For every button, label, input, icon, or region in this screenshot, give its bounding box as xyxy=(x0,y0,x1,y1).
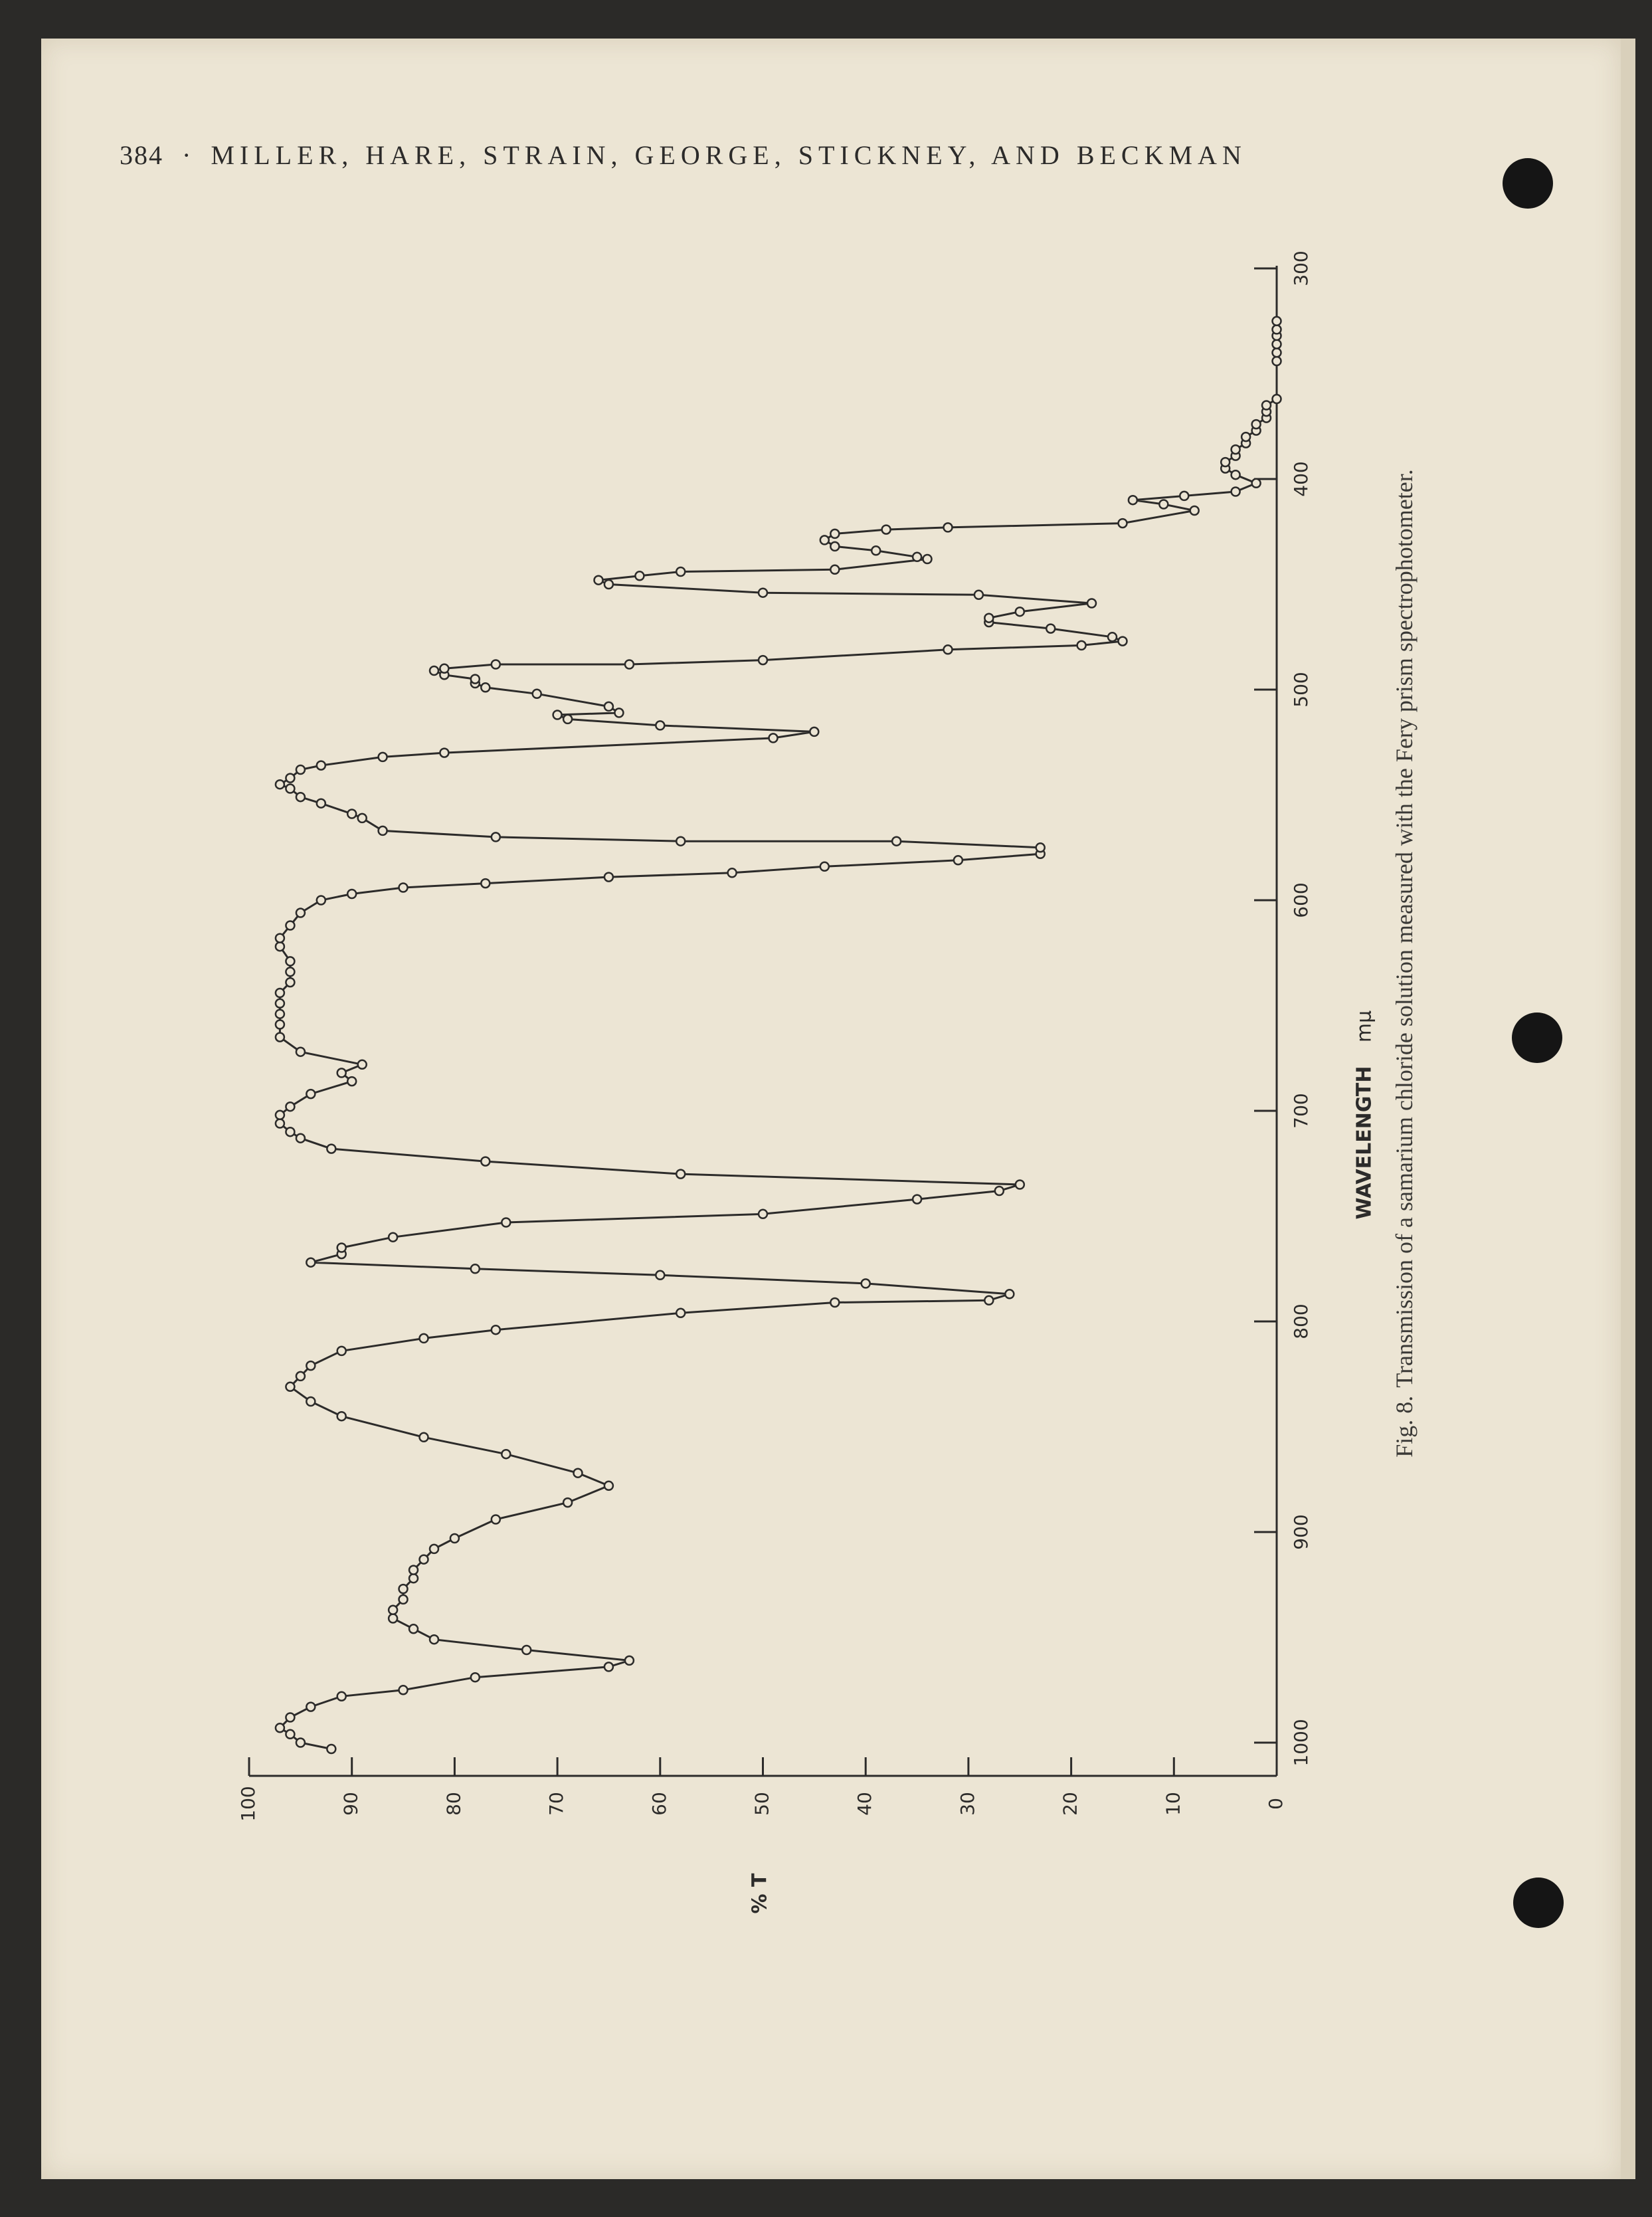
data-point-53 xyxy=(676,1170,685,1179)
data-point-9 xyxy=(604,1662,613,1671)
header-authors: MILLER, HARE, STRAIN, GEORGE, STICKNEY, AND BECKMAN xyxy=(211,140,1247,170)
data-point-163 xyxy=(1273,395,1281,403)
data-point-164 xyxy=(1273,357,1281,365)
data-point-141 xyxy=(830,530,839,538)
data-point-118 xyxy=(625,660,634,669)
data-point-162 xyxy=(1262,401,1271,410)
header-separator: · xyxy=(182,140,193,170)
data-point-43 xyxy=(471,1264,480,1273)
data-point-120 xyxy=(944,645,953,654)
data-point-71 xyxy=(286,978,294,987)
x-tick-label-600: 600 xyxy=(1290,882,1312,918)
data-point-68 xyxy=(276,1010,284,1018)
data-point-1 xyxy=(296,1739,305,1747)
data-point-153 xyxy=(1221,458,1230,466)
y-tick-label-80: 80 xyxy=(442,1792,465,1816)
data-point-97 xyxy=(276,780,284,789)
data-point-46 xyxy=(337,1244,346,1252)
data-point-157 xyxy=(1241,433,1250,441)
x-tick-label-300: 300 xyxy=(1290,250,1312,286)
y-tick-label-10: 10 xyxy=(1162,1792,1184,1816)
data-point-92 xyxy=(358,814,367,822)
y-tick-label-20: 20 xyxy=(1059,1792,1081,1816)
data-point-52 xyxy=(1016,1181,1024,1189)
data-point-44 xyxy=(306,1258,315,1267)
y-tick-label-0: 0 xyxy=(1265,1798,1287,1810)
data-point-150 xyxy=(1252,479,1261,488)
data-point-110 xyxy=(533,690,541,698)
data-point-39 xyxy=(984,1296,993,1305)
data-point-54 xyxy=(481,1157,490,1166)
chart-tick-labels xyxy=(237,250,1312,1821)
data-point-165 xyxy=(1273,348,1281,357)
data-point-17 xyxy=(399,1585,408,1593)
data-point-3 xyxy=(276,1723,284,1732)
data-point-117 xyxy=(492,660,500,669)
data-point-138 xyxy=(872,546,880,555)
data-point-132 xyxy=(595,576,603,585)
data-point-32 xyxy=(296,1372,305,1381)
data-point-40 xyxy=(1005,1290,1014,1298)
data-point-23 xyxy=(492,1515,500,1524)
chart-axes xyxy=(249,266,1277,1776)
data-point-22 xyxy=(450,1534,459,1543)
data-point-169 xyxy=(1273,317,1281,326)
data-point-16 xyxy=(399,1595,408,1604)
data-point-91 xyxy=(379,826,387,835)
data-point-37 xyxy=(676,1309,685,1317)
y-axis-title: % T xyxy=(748,1873,772,1914)
data-point-130 xyxy=(759,589,767,597)
data-point-56 xyxy=(296,1134,305,1143)
data-point-70 xyxy=(276,989,284,997)
x-axis-title: WAVELENGTH xyxy=(1352,1066,1376,1220)
chart-ticks xyxy=(249,268,1277,1776)
data-point-133 xyxy=(635,571,644,580)
data-point-51 xyxy=(995,1187,1004,1195)
data-point-60 xyxy=(286,1102,294,1111)
data-point-166 xyxy=(1273,340,1281,349)
x-tick-label-400: 400 xyxy=(1290,461,1312,497)
y-tick-label-50: 50 xyxy=(751,1792,773,1816)
data-point-84 xyxy=(820,862,829,871)
data-point-25 xyxy=(604,1482,613,1490)
data-point-15 xyxy=(389,1606,397,1614)
data-point-66 xyxy=(276,1033,284,1042)
data-point-78 xyxy=(317,896,325,905)
data-point-20 xyxy=(420,1555,428,1564)
data-point-115 xyxy=(430,666,438,675)
data-point-107 xyxy=(553,711,562,720)
data-point-88 xyxy=(892,837,901,846)
data-point-38 xyxy=(830,1298,839,1307)
y-tick-label-70: 70 xyxy=(545,1792,568,1816)
data-point-62 xyxy=(347,1077,356,1086)
data-point-6 xyxy=(337,1692,346,1701)
data-point-99 xyxy=(296,765,305,774)
data-point-41 xyxy=(862,1279,870,1288)
caption-text: Transmission of a samarium chloride solution measured with the Fery prism spectrophotometer. xyxy=(1391,469,1418,1388)
data-point-87 xyxy=(1036,843,1045,852)
data-point-30 xyxy=(306,1397,315,1406)
data-point-127 xyxy=(1016,607,1024,616)
data-point-76 xyxy=(286,921,294,930)
data-point-48 xyxy=(502,1218,510,1227)
data-point-113 xyxy=(471,675,480,684)
data-point-93 xyxy=(347,810,356,819)
data-point-58 xyxy=(276,1119,284,1128)
data-point-42 xyxy=(656,1271,664,1280)
data-point-85 xyxy=(954,856,963,864)
data-point-35 xyxy=(420,1334,428,1343)
data-point-83 xyxy=(728,868,737,877)
data-point-90 xyxy=(492,832,500,841)
data-point-155 xyxy=(1232,445,1240,454)
x-axis-unit: mµ xyxy=(1352,1010,1376,1043)
data-point-21 xyxy=(430,1545,438,1553)
data-point-14 xyxy=(389,1614,397,1623)
data-point-2 xyxy=(286,1730,294,1739)
data-point-105 xyxy=(656,721,664,729)
data-point-69 xyxy=(276,999,284,1008)
x-tick-label-1000: 1000 xyxy=(1290,1719,1312,1767)
data-point-63 xyxy=(337,1068,346,1077)
data-point-137 xyxy=(913,553,921,561)
data-point-72 xyxy=(286,967,294,976)
data-point-121 xyxy=(1077,641,1086,650)
data-point-31 xyxy=(286,1383,294,1391)
data-point-102 xyxy=(440,749,448,757)
data-point-29 xyxy=(337,1412,346,1420)
x-tick-label-500: 500 xyxy=(1290,672,1312,708)
data-point-100 xyxy=(317,761,325,770)
data-point-139 xyxy=(830,542,839,551)
data-point-73 xyxy=(286,957,294,965)
y-tick-label-30: 30 xyxy=(956,1792,978,1816)
data-point-19 xyxy=(409,1566,418,1575)
data-point-108 xyxy=(614,708,623,717)
data-point-77 xyxy=(296,909,305,917)
data-point-26 xyxy=(574,1469,583,1478)
data-point-122 xyxy=(1119,637,1127,646)
data-point-34 xyxy=(337,1347,346,1355)
data-point-135 xyxy=(830,565,839,574)
data-point-57 xyxy=(286,1127,294,1136)
x-tick-label-800: 800 xyxy=(1290,1303,1312,1339)
data-point-7 xyxy=(399,1686,408,1694)
data-point-81 xyxy=(481,879,490,888)
data-point-55 xyxy=(327,1145,335,1153)
data-point-104 xyxy=(810,727,818,736)
data-point-10 xyxy=(625,1656,634,1665)
data-point-140 xyxy=(820,535,829,544)
data-point-95 xyxy=(296,793,305,801)
data-point-80 xyxy=(399,884,408,892)
data-point-59 xyxy=(276,1111,284,1119)
figure-caption xyxy=(1391,469,1418,1457)
data-point-148 xyxy=(1180,492,1188,500)
data-point-168 xyxy=(1273,325,1281,334)
data-point-5 xyxy=(306,1703,315,1711)
data-point-116 xyxy=(440,664,448,673)
data-points xyxy=(276,317,1281,1753)
data-point-159 xyxy=(1252,420,1261,429)
data-point-27 xyxy=(502,1450,510,1458)
data-point-123 xyxy=(1108,632,1117,641)
y-tick-label-40: 40 xyxy=(854,1792,876,1816)
data-point-79 xyxy=(347,890,356,898)
data-point-4 xyxy=(286,1713,294,1722)
page-number: 384 xyxy=(120,140,163,170)
data-point-61 xyxy=(306,1090,315,1098)
data-point-106 xyxy=(563,715,572,723)
x-tick-label-700: 700 xyxy=(1290,1093,1312,1129)
y-tick-label-90: 90 xyxy=(339,1792,362,1816)
data-point-12 xyxy=(430,1635,438,1644)
data-point-18 xyxy=(409,1574,418,1583)
data-point-49 xyxy=(759,1210,767,1218)
y-tick-label-60: 60 xyxy=(648,1792,670,1816)
data-point-13 xyxy=(409,1624,418,1633)
data-point-147 xyxy=(1129,496,1137,504)
data-point-33 xyxy=(306,1361,315,1370)
data-point-131 xyxy=(604,580,613,589)
data-point-144 xyxy=(1119,519,1127,528)
data-point-109 xyxy=(604,702,613,711)
data-point-98 xyxy=(286,774,294,783)
data-point-149 xyxy=(1232,488,1240,496)
data-point-65 xyxy=(296,1048,305,1056)
data-point-143 xyxy=(944,523,953,531)
data-point-28 xyxy=(420,1433,428,1442)
data-point-136 xyxy=(923,555,932,563)
data-point-67 xyxy=(276,1020,284,1029)
data-point-145 xyxy=(1190,506,1199,515)
caption-label: Fig. 8. xyxy=(1391,1395,1418,1458)
data-point-129 xyxy=(974,591,983,599)
data-point-101 xyxy=(379,753,387,761)
data-point-0 xyxy=(327,1745,335,1753)
data-point-82 xyxy=(604,873,613,882)
data-point-8 xyxy=(471,1673,480,1682)
data-point-47 xyxy=(389,1233,397,1242)
data-point-119 xyxy=(759,656,767,664)
data-point-134 xyxy=(676,567,685,576)
data-point-64 xyxy=(358,1060,367,1069)
data-point-151 xyxy=(1232,470,1240,479)
data-point-128 xyxy=(1087,599,1096,608)
data-point-111 xyxy=(481,683,490,692)
data-point-75 xyxy=(276,934,284,943)
data-point-74 xyxy=(276,942,284,951)
data-point-103 xyxy=(769,733,778,742)
data-point-124 xyxy=(1046,625,1055,633)
data-point-142 xyxy=(882,526,891,534)
y-tick-label-100: 100 xyxy=(237,1786,259,1822)
series-line xyxy=(280,321,1277,1749)
data-point-24 xyxy=(563,1498,572,1507)
data-point-126 xyxy=(984,614,993,623)
data-point-11 xyxy=(522,1646,531,1654)
x-tick-label-900: 900 xyxy=(1290,1514,1312,1550)
data-point-94 xyxy=(317,799,325,808)
data-point-146 xyxy=(1159,500,1168,509)
data-point-96 xyxy=(286,785,294,793)
data-point-50 xyxy=(913,1195,921,1204)
data-point-36 xyxy=(492,1325,500,1334)
data-point-89 xyxy=(676,837,685,846)
